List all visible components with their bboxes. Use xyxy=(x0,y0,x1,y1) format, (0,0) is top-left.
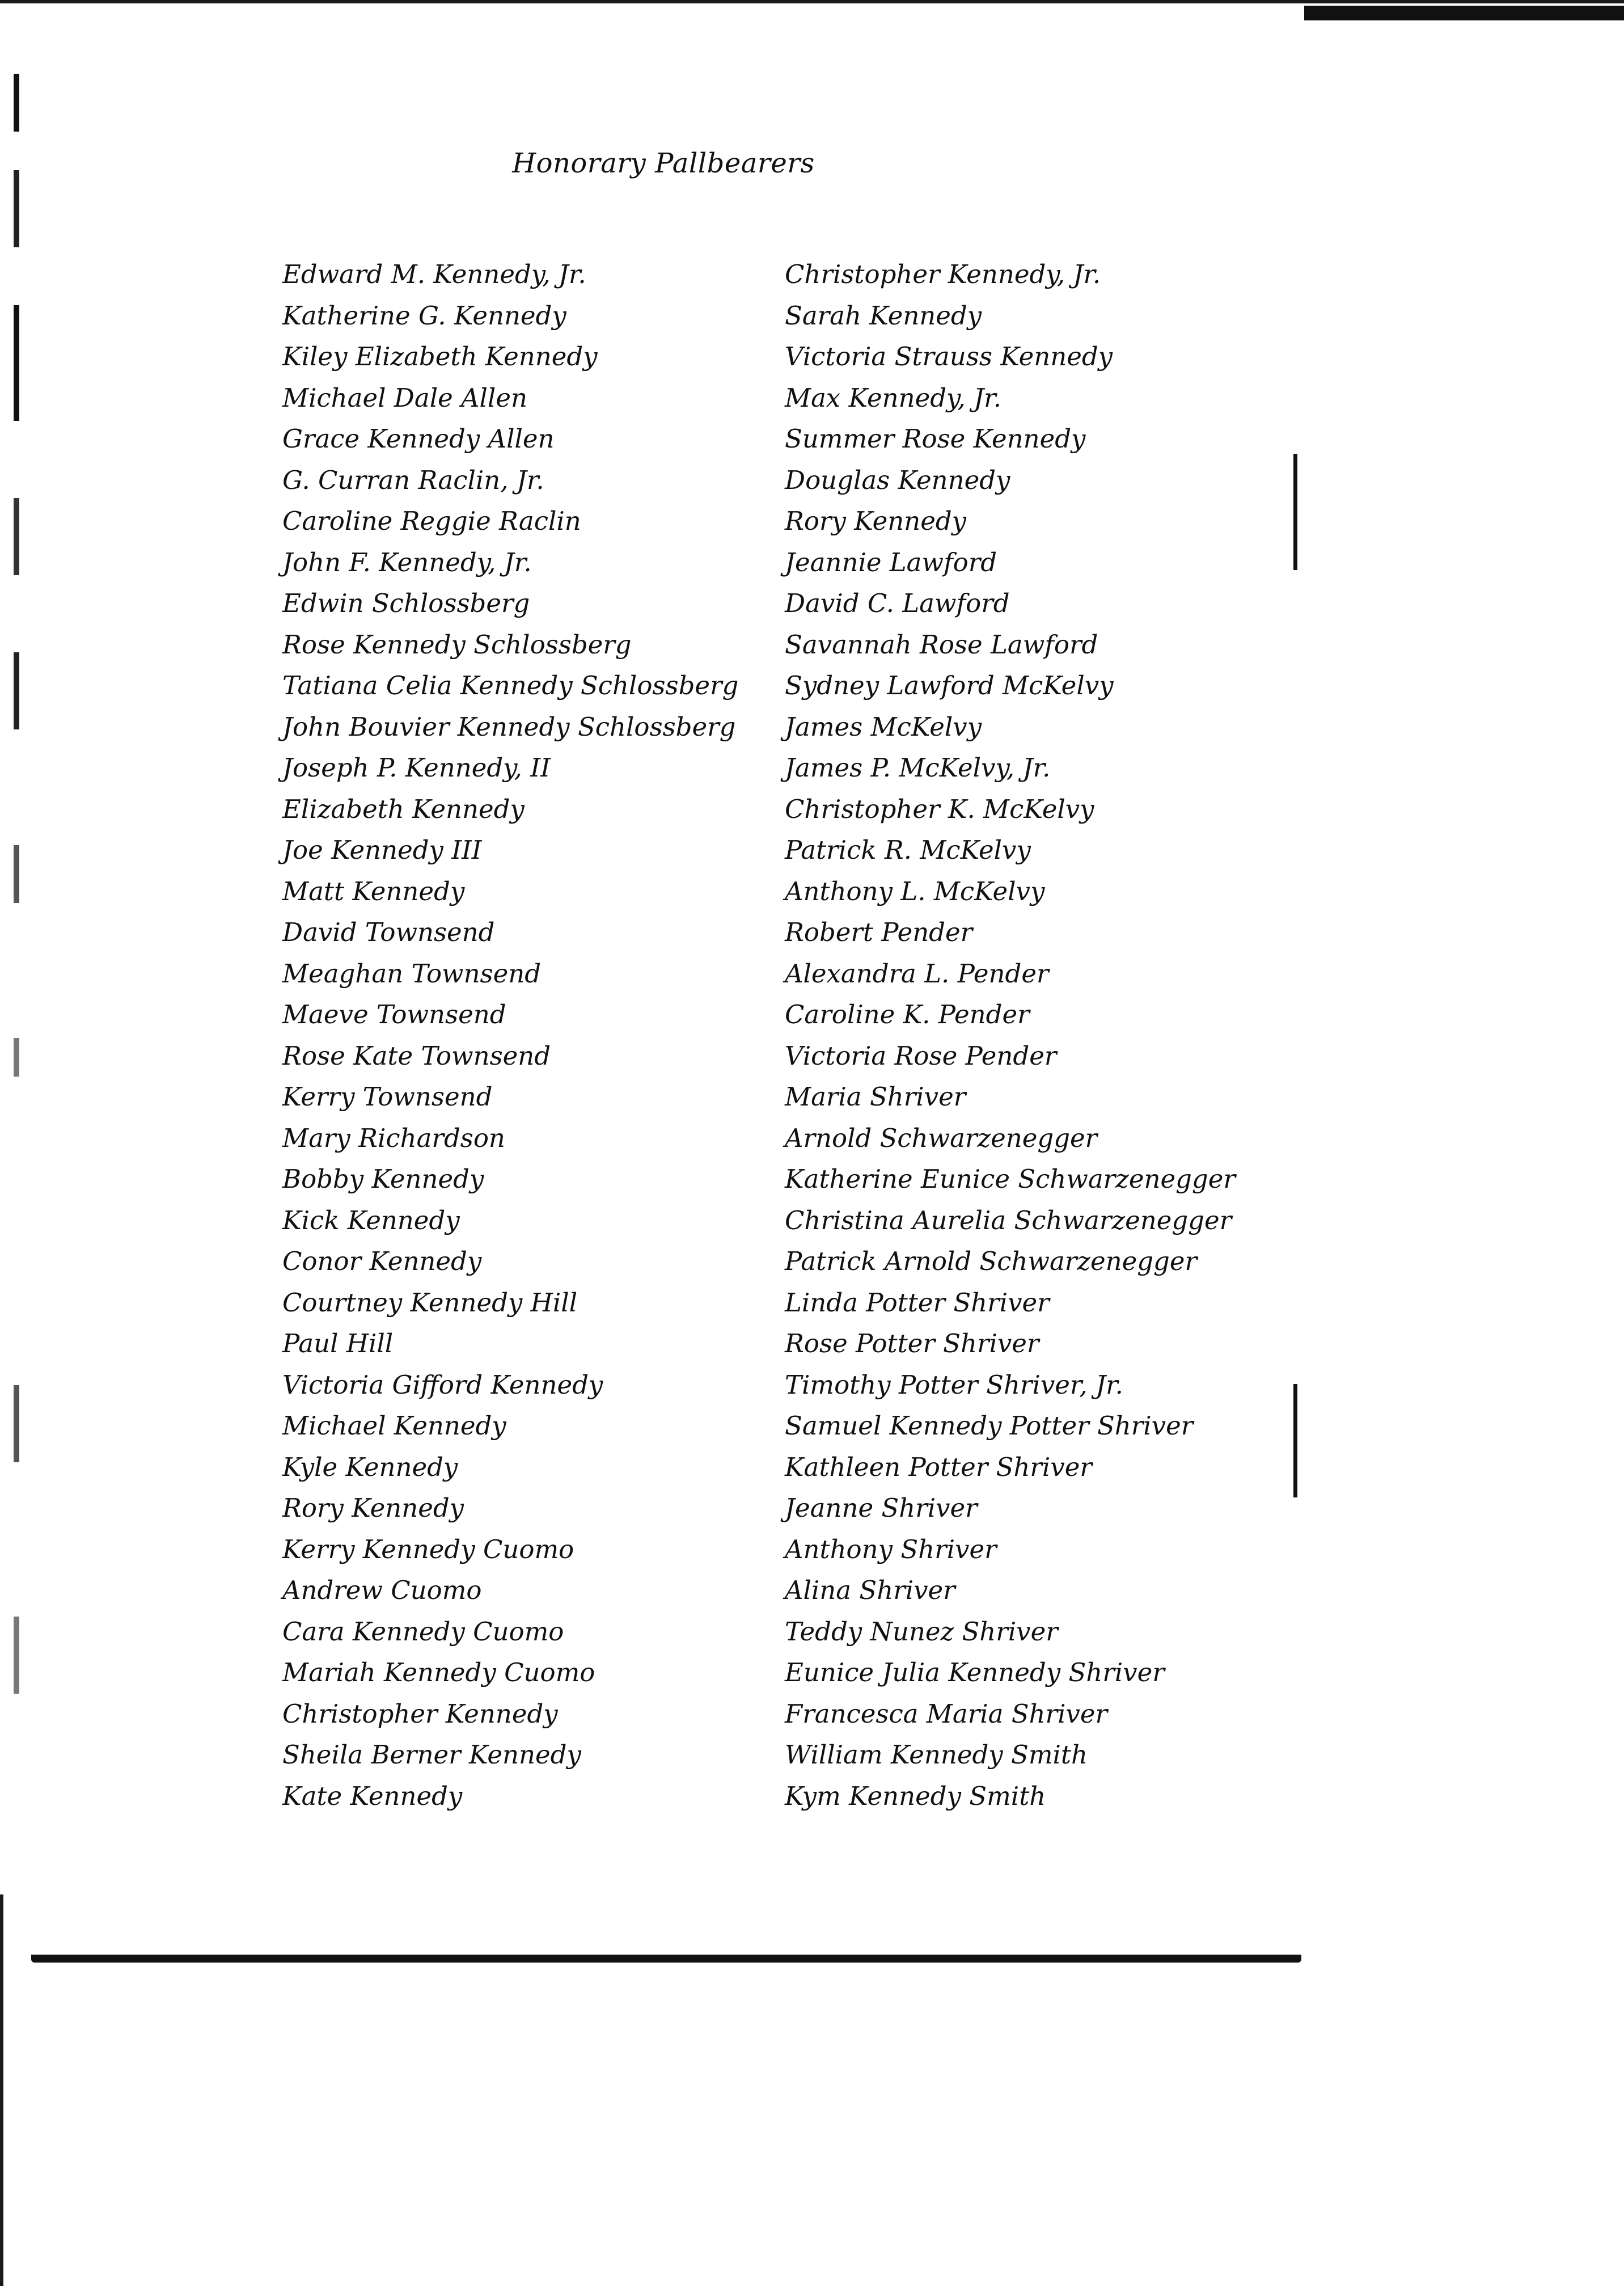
right-name-column xyxy=(785,254,1236,1817)
pallbearer-name: William Kennedy Smith xyxy=(785,1740,1088,1770)
pallbearer-name: Rory Kennedy xyxy=(785,506,967,536)
pallbearer-name: Christopher K. McKelvy xyxy=(785,794,1094,824)
left-scan-edge xyxy=(14,74,19,2002)
pallbearer-name: Sarah Kennedy xyxy=(785,300,982,331)
pallbearer-name: Timothy Potter Shriver, Jr. xyxy=(785,1369,1123,1400)
pallbearer-name: Rory Kennedy xyxy=(282,1493,464,1523)
pallbearer-name: Kiley Elizabeth Kennedy xyxy=(282,341,598,372)
pallbearer-name: Edwin Schlossberg xyxy=(282,588,530,618)
pallbearer-name: Samuel Kennedy Potter Shriver xyxy=(785,1411,1194,1441)
page-title: Honorary Pallbearers xyxy=(512,147,815,179)
pallbearer-name: Christopher Kennedy, Jr. xyxy=(785,259,1101,289)
pallbearer-name: Robert Pender xyxy=(785,917,973,947)
pallbearer-name: Kate Kennedy xyxy=(282,1780,463,1811)
pallbearer-name: Caroline Reggie Raclin xyxy=(282,506,581,536)
pallbearer-name: Meaghan Townsend xyxy=(282,958,542,989)
pallbearer-name: Matt Kennedy xyxy=(282,876,465,906)
margin-mark xyxy=(1293,1384,1297,1497)
pallbearer-name: Katherine G. Kennedy xyxy=(282,300,566,331)
pallbearer-name: Summer Rose Kennedy xyxy=(785,424,1086,454)
pallbearer-name: Michael Dale Allen xyxy=(282,382,527,413)
pallbearer-name: Maeve Townsend xyxy=(282,999,506,1029)
pallbearer-name: Anthony L. McKelvy xyxy=(785,876,1045,906)
pallbearer-name: Courtney Kennedy Hill xyxy=(282,1287,578,1318)
pallbearer-name: Conor Kennedy xyxy=(282,1246,482,1276)
pallbearer-name: Katherine Eunice Schwarzenegger xyxy=(785,1164,1236,1194)
pallbearer-name: Alina Shriver xyxy=(785,1575,955,1605)
top-right-scan-mark xyxy=(1304,6,1624,20)
pallbearer-name: Patrick Arnold Schwarzenegger xyxy=(785,1246,1198,1276)
pallbearer-name: Edward M. Kennedy, Jr. xyxy=(282,259,586,289)
pallbearer-name: John F. Kennedy, Jr. xyxy=(282,547,532,577)
pallbearer-name: Victoria Gifford Kennedy xyxy=(282,1369,603,1400)
pallbearer-name: Max Kennedy, Jr. xyxy=(785,382,1001,413)
pallbearer-name: Victoria Strauss Kennedy xyxy=(785,341,1113,372)
pallbearer-name: Patrick R. McKelvy xyxy=(785,835,1031,865)
pallbearer-name: Paul Hill xyxy=(282,1328,394,1358)
pallbearer-name: David Townsend xyxy=(282,917,495,947)
pallbearer-name: Sheila Berner Kennedy xyxy=(282,1740,581,1770)
pallbearer-name: Douglas Kennedy xyxy=(785,465,1010,495)
pallbearer-name: James McKelvy xyxy=(785,711,982,742)
pallbearer-name: Victoria Rose Pender xyxy=(785,1040,1057,1071)
pallbearer-name: Michael Kennedy xyxy=(282,1411,506,1441)
top-scan-edge xyxy=(0,0,1624,3)
pallbearer-name: Sydney Lawford McKelvy xyxy=(785,670,1114,701)
pallbearer-name: Joe Kennedy III xyxy=(282,835,482,865)
pallbearer-name: Kathleen Potter Shriver xyxy=(785,1451,1092,1482)
pallbearer-name: Cara Kennedy Cuomo xyxy=(282,1616,564,1647)
pallbearer-name: Eunice Julia Kennedy Shriver xyxy=(785,1657,1165,1687)
pallbearer-name: Kerry Kennedy Cuomo xyxy=(282,1534,574,1564)
pallbearer-name: Kyle Kennedy xyxy=(282,1451,458,1482)
pallbearer-name: Andrew Cuomo xyxy=(282,1575,482,1605)
pallbearer-name: Arnold Schwarzenegger xyxy=(785,1123,1098,1153)
pallbearer-name: Grace Kennedy Allen xyxy=(282,424,555,454)
pallbearer-name: Jeanne Shriver xyxy=(785,1493,978,1523)
pallbearer-name: G. Curran Raclin, Jr. xyxy=(282,465,544,495)
pallbearer-name: Teddy Nunez Shriver xyxy=(785,1616,1058,1647)
pallbearer-name: Rose Kennedy Schlossberg xyxy=(282,629,632,660)
pallbearer-name: Linda Potter Shriver xyxy=(785,1287,1050,1318)
pallbearer-name: Mariah Kennedy Cuomo xyxy=(282,1657,595,1687)
pallbearer-name: Maria Shriver xyxy=(785,1082,966,1112)
pallbearer-name: Kerry Townsend xyxy=(282,1082,493,1112)
left-name-column xyxy=(282,254,738,1817)
pallbearer-name: Rose Potter Shriver xyxy=(785,1328,1039,1358)
pallbearer-name: Christopher Kennedy xyxy=(282,1698,558,1729)
pallbearer-name: Caroline K. Pender xyxy=(785,999,1030,1029)
pallbearer-name: Kick Kennedy xyxy=(282,1205,460,1235)
pallbearer-name: Christina Aurelia Schwarzenegger xyxy=(785,1205,1232,1235)
bottom-rule xyxy=(31,1955,1301,1963)
pallbearer-name: John Bouvier Kennedy Schlossberg xyxy=(282,711,736,742)
pallbearer-name: Elizabeth Kennedy xyxy=(282,794,525,824)
pallbearer-name: Jeannie Lawford xyxy=(785,547,997,577)
pallbearer-name: Joseph P. Kennedy, II xyxy=(282,753,551,783)
pallbearer-name: Mary Richardson xyxy=(282,1123,505,1153)
pallbearer-name: Savannah Rose Lawford xyxy=(785,629,1098,660)
pallbearer-name: Bobby Kennedy xyxy=(282,1164,484,1194)
left-page-edge xyxy=(0,1894,3,2286)
pallbearer-name: Kym Kennedy Smith xyxy=(785,1780,1046,1811)
pallbearer-name: Tatiana Celia Kennedy Schlossberg xyxy=(282,670,739,701)
pallbearer-name: Francesca Maria Shriver xyxy=(785,1698,1108,1729)
pallbearer-name: James P. McKelvy, Jr. xyxy=(785,753,1051,783)
margin-mark xyxy=(1293,454,1297,570)
pallbearer-name: David C. Lawford xyxy=(785,588,1010,618)
pallbearer-name: Rose Kate Townsend xyxy=(282,1040,551,1071)
pallbearer-name: Alexandra L. Pender xyxy=(785,958,1049,989)
pallbearer-name: Anthony Shriver xyxy=(785,1534,997,1564)
